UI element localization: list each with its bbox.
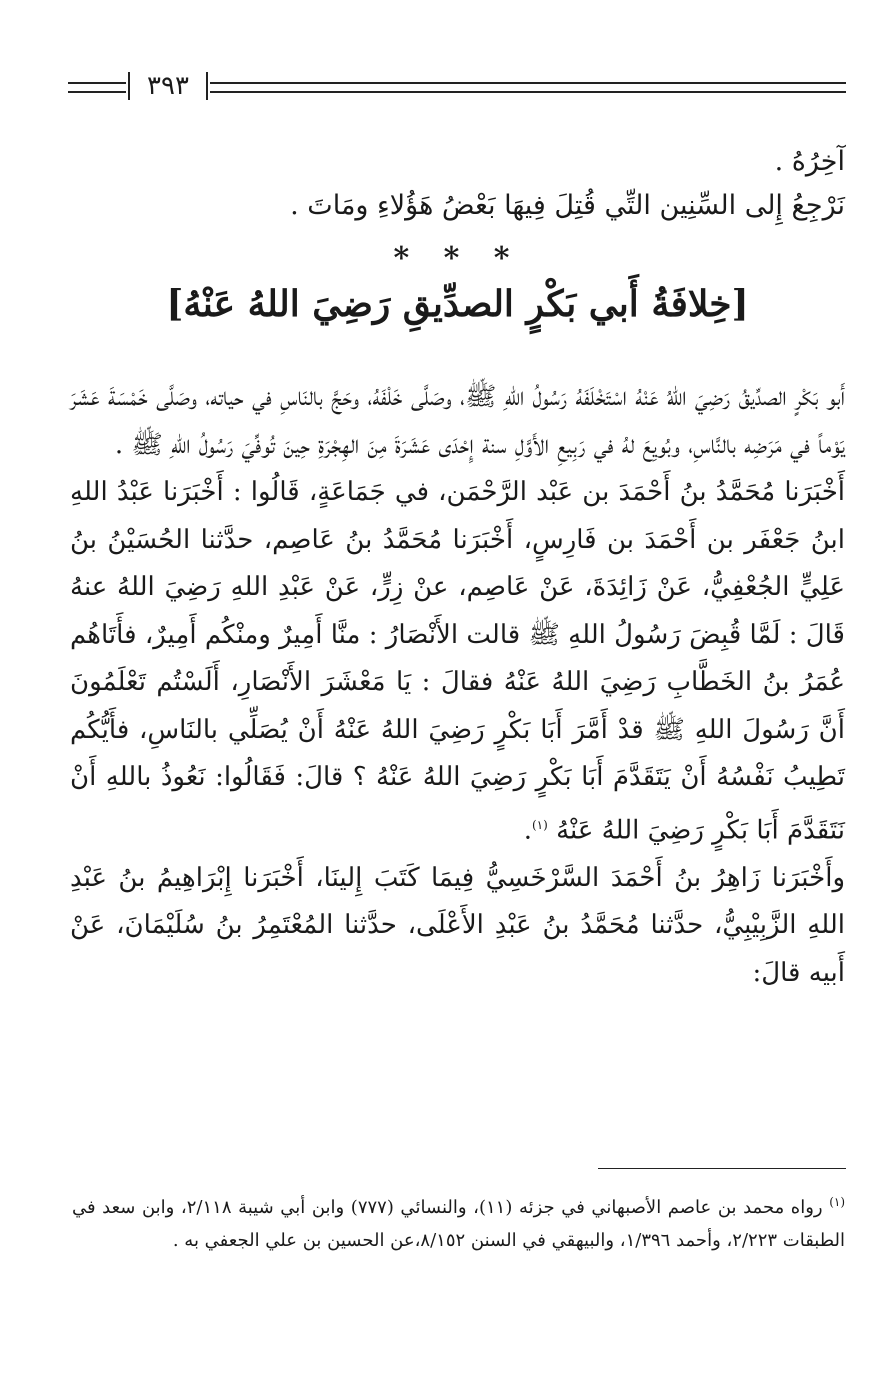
paragraph-3: وأَخْبَرَنا زَاهِرُ بنُ أَحْمَدَ السَّرْخَسِيُّ فِيمَا كَتَبَ إِلينَا، أَخْبَرَنا إِبْرَاهِيمُ بنُ عَبْدِ اللهِ الزَّبِيْبِيُّ، حدَّثنا مُحَمَّدُ بنُ عَبْدِ الأَعْلَى، حدَّثنا المُعْتَمِرُ بنُ سُلَيْمَانَ، عَنْ أَبيه قالَ: xyxy=(70,862,845,988)
header-bar-right xyxy=(206,72,208,100)
header-bar-left xyxy=(128,72,130,100)
intro-line-1: آخِرُهُ . xyxy=(774,146,845,177)
footnote-text: رواه محمد بن عاصم الأصبهاني في جزئه (١١)، والنسائي (٧٧٧) وابن أبي شيبة ٢/١١٨، وابن سعد في الطبقات ٢/٢٢٣، وأحمد ١/٣٩٦، والبيهقي في السنن ٨/١٥٢،عن الحسين بن علي الجعفي به . xyxy=(72,1197,845,1251)
footnotes xyxy=(72,1186,845,1257)
paragraph-2-end: . xyxy=(523,815,532,846)
page-number: ٣٩٣ xyxy=(147,71,189,101)
paragraph-2 xyxy=(70,469,845,855)
footnote-divider xyxy=(598,1168,846,1169)
header-rule-right xyxy=(210,82,846,93)
main-content xyxy=(70,140,845,997)
section-separator: * * * xyxy=(393,241,522,276)
paragraph-2-text: أَخْبَرَنا مُحَمَّدُ بنُ أَحْمَدَ بن عَبْد الرَّحْمَن، في جَمَاعَةٍ، قَالُوا : أَخْبَرَنا عَبْدُ اللهِ ابنُ جَعْفَر بن أَحْمَدَ بن فَارِسٍ، أَخْبَرَنا مُحَمَّدُ بنُ عَاصِم، حدَّثنا الحُسَيْنُ بنُ عَلِيٍّ الجُعْفِيُّ، عَنْ زَائِدَةَ، عَنْ عَاصِم، عنْ زِرٍّ، عَنْ عَبْدِ اللهِ رَضِيَ اللهُ عنهُ قَالَ : لَمَّا قُبِضَ رَسُولُ اللهِ ﷺ قالت الأَنْصَارُ : منَّا أَمِيرٌ ومنْكُم أَمِيرٌ، فأَتَاهُم عُمَرُ بنُ الخَطَّابِ رَضِيَ اللهُ عَنْهُ فقالَ : يَا مَعْشَرَ الأَنْصَارِ، أَلَسْتُم تَعْلَمُونَ أَنَّ رَسُولَ اللهِ ﷺ قدْ أَمَّرَ أَبَا بَكْرٍ رَضِيَ اللهُ عَنْهُ أَنْ يُصَلِّي بالنَاسِ، فأَيُّكُم تَطِيبُ نَفْسُهُ أَنْ يَتَقَدَّمَ أَبَا بَكْرٍ رَضِيَ اللهُ عَنْهُ ؟ قالَ: فَقَالُوا: نَعُوذُ باللهِ أَنْ نَتَقَدَّمَ أَبَا بَكْرٍ رَضِيَ اللهُ عَنْهُ xyxy=(70,477,845,846)
intro-line-2: نَرْجِعُ إِلى السِّنِين التِّي قُتِلَ فِيهَا بَعْضُ هَؤُلاءِ ومَاتَ . xyxy=(290,190,845,221)
section-title: [خِلافَةُ أَبي بَكْرٍ الصدِّيقِ رَضِيَ اللهُ عَنْهُ] xyxy=(166,283,749,325)
footnote-marker: (١) xyxy=(829,1195,846,1209)
paragraph-1: أَبو بَكْرٍ الصدِّيقُ رَضِيَ اللهُ عَنْهُ اسْتَخْلَفَهُ رَسُولُ اللهِ ﷺ، وصَلَّى خَلْفَهُ، وحَجَّ بالنَاسِ في حياته، وصَلَّى خَمْسَةَ عَشَرَ يَوْماً في مَرَضِه بالنَّاسِ، وبُويِعَ لهُ في رَبِيعِ الأَوَّلِ سنة إِحْدَى عَشَرَةَ مِنَ الهِجْرَةِ حِينَ تُوفِّيَ رَسُولُ اللهِ ﷺ . xyxy=(70,382,845,460)
page-header xyxy=(68,72,846,102)
footnote-reference[interactable]: (١) xyxy=(531,817,548,832)
header-rule-left xyxy=(68,82,126,93)
